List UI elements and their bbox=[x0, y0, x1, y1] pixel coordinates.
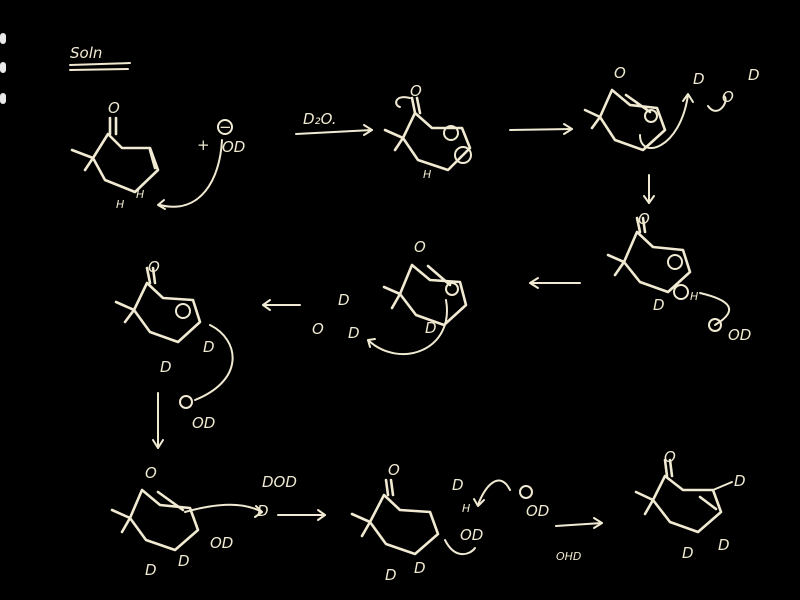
s4-oxygen: O bbox=[638, 210, 650, 228]
structure-1-enone bbox=[72, 99, 245, 211]
s6-d2: D bbox=[203, 338, 215, 356]
s7-od: OD bbox=[210, 534, 234, 552]
heading-text: Soln bbox=[70, 44, 103, 62]
s8-base: OD bbox=[526, 502, 550, 520]
s3-d2: D bbox=[748, 66, 760, 84]
solution-heading bbox=[70, 44, 130, 70]
arrow-final bbox=[556, 518, 602, 563]
s4-h: H bbox=[690, 290, 699, 303]
s9-d3: D bbox=[718, 536, 730, 554]
s2-h: H bbox=[423, 168, 432, 181]
s7-d2: D bbox=[178, 552, 190, 570]
s5-o: O bbox=[312, 320, 324, 338]
arrow-2 bbox=[510, 124, 572, 134]
s3-oxygen: O bbox=[614, 64, 626, 82]
s7-d3: D bbox=[257, 502, 269, 520]
s5-d1: D bbox=[338, 291, 350, 309]
s8-d1: D bbox=[452, 476, 464, 494]
structure-6 bbox=[116, 258, 233, 432]
s8-h: H bbox=[462, 502, 471, 515]
s8-d2: D bbox=[385, 566, 397, 584]
s5-d: D bbox=[425, 319, 437, 337]
structure-7 bbox=[112, 464, 325, 579]
s2-oxygen: O bbox=[410, 82, 422, 100]
arrow-left-2 bbox=[263, 300, 300, 310]
s8-oxygen: O bbox=[388, 461, 400, 479]
s3-o: O bbox=[722, 88, 734, 106]
final-reagent-label: OHD bbox=[556, 550, 582, 563]
s5-d2: D bbox=[348, 324, 360, 342]
structure-3-resonance bbox=[585, 64, 760, 150]
structure-9-product bbox=[636, 448, 746, 562]
s9-d1: D bbox=[734, 472, 746, 490]
s8-od: OD bbox=[460, 526, 484, 544]
s1-curved-arrow bbox=[160, 140, 222, 207]
s5-oxygen: O bbox=[414, 238, 426, 256]
s1-h1: H bbox=[116, 198, 125, 211]
s9-oxygen: O bbox=[664, 448, 676, 466]
s7-oxygen: O bbox=[145, 464, 157, 482]
s1-plus: + bbox=[197, 136, 210, 154]
s1-oxygen: O bbox=[108, 99, 120, 117]
s9-d2: D bbox=[682, 544, 694, 562]
structure-4 bbox=[608, 210, 751, 344]
arrow-1 bbox=[296, 110, 372, 135]
reagent-label: D₂O. bbox=[303, 110, 337, 128]
s1-minus: − bbox=[219, 118, 232, 136]
s1-h2: H bbox=[136, 188, 145, 201]
s1-base: OD bbox=[222, 138, 246, 156]
s3-d1: D bbox=[693, 70, 705, 88]
structure-8 bbox=[352, 461, 549, 584]
s6-d1: D bbox=[160, 358, 172, 376]
s8-d3: D bbox=[414, 559, 426, 577]
arrow-down-2 bbox=[153, 393, 163, 448]
structure-5 bbox=[312, 238, 466, 354]
binder-holes bbox=[0, 33, 6, 104]
s7-dod: DOD bbox=[262, 473, 297, 491]
s4-d: D bbox=[653, 296, 665, 314]
arrow-left-1 bbox=[530, 278, 580, 288]
s6-oxygen: O bbox=[148, 258, 160, 276]
s7-d1: D bbox=[145, 561, 157, 579]
s6-base: OD bbox=[192, 414, 216, 432]
arrow-down-1 bbox=[644, 175, 654, 203]
s4-base: OD bbox=[728, 326, 752, 344]
structure-2-enolate bbox=[385, 82, 471, 181]
